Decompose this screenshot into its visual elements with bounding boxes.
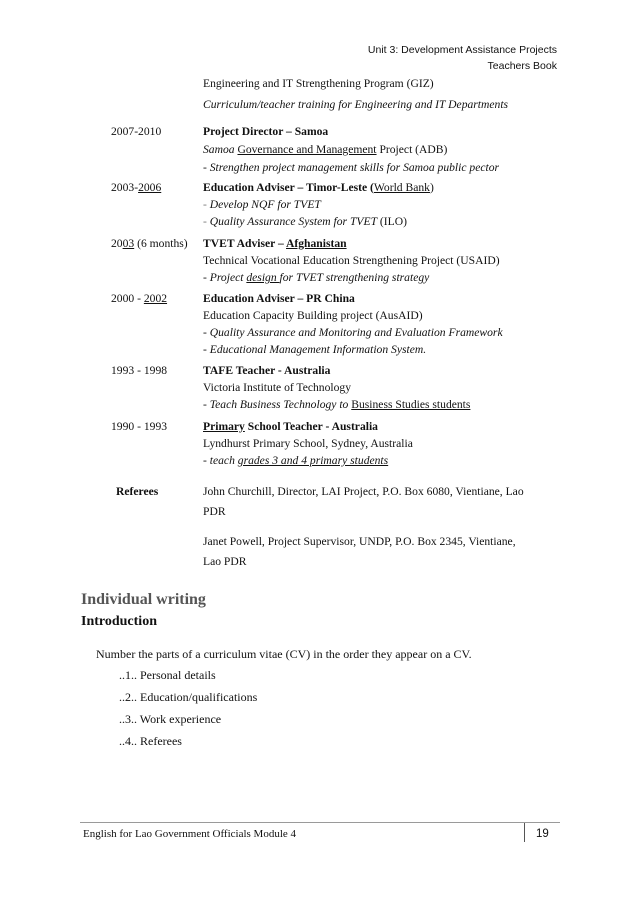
footer-page-separator <box>524 823 525 842</box>
china-task-2: - Educational Management Information System. <box>203 343 427 356</box>
header-book-title: Teachers Book <box>487 60 557 72</box>
timor-task-2 <box>203 215 407 229</box>
referee-1-line-1: John Churchill, Director, LAI Project, P.O. Box 6080, Vientiane, Lao <box>203 485 524 498</box>
samoa-title: Project Director – Samoa <box>203 125 329 138</box>
china-task-1: - Quality Assurance and Monitoring and Evaluation Framework <box>203 326 503 339</box>
china-title: Education Adviser – PR China <box>203 292 355 305</box>
timor-task-1 <box>203 198 321 212</box>
referee-2-line-2: Lao PDR <box>203 555 247 568</box>
tafe-date: 1993 - 1998 <box>111 364 168 377</box>
giz-program: Engineering and IT Strengthening Program (GIZ) <box>203 77 434 90</box>
afghan-title-main: TVET Adviser – <box>203 237 287 250</box>
footer-text: English for Lao Government Officials Module 4 <box>83 828 297 840</box>
afghan-task-a: - Project <box>203 271 247 284</box>
section-heading: Individual writing <box>81 591 206 608</box>
instruction: Number the parts of a curriculum vitae (CV) in the order they appear on a CV. <box>96 647 472 661</box>
referees-label: Referees <box>116 485 159 498</box>
timor-title <box>203 181 434 195</box>
china-date-b: 2002 <box>143 292 168 305</box>
list-item: ..1.. Personal details <box>119 668 216 682</box>
tafe-org: Victoria Institute of Technology <box>203 381 351 394</box>
china-org: Education Capacity Building project (AusAID) <box>203 309 423 322</box>
china-date <box>111 292 167 306</box>
timor-dash-1: - <box>203 198 207 211</box>
referee-1-line-2: PDR <box>203 505 226 518</box>
afghan-task-b: design <box>246 271 280 284</box>
afghan-date-b: 03 <box>122 237 135 250</box>
samoa-org <box>203 143 447 157</box>
tafe-task <box>203 398 470 412</box>
list-item: ..4.. Referees <box>119 734 182 748</box>
footer-divider <box>80 822 560 823</box>
timor-task-2-org: (ILO) <box>377 215 407 228</box>
primary-task-a: - teach <box>203 454 238 467</box>
list-item: ..2.. Education/qualifications <box>119 690 258 704</box>
primary-title <box>203 420 378 434</box>
timor-title-main: Education Adviser – Timor-Leste ( <box>203 181 374 194</box>
primary-date: 1990 - 1993 <box>111 420 168 433</box>
tafe-title: TAFE Teacher - Australia <box>203 364 331 377</box>
samoa-org-tail: Project (ADB) <box>376 143 448 156</box>
timor-date-end: 2006 <box>138 181 162 194</box>
afghan-title-country: Afghanistan <box>286 237 347 250</box>
list-item: ..3.. Work experience <box>119 712 222 726</box>
timor-title-close: ) <box>429 181 434 194</box>
giz-task: Curriculum/teacher training for Engineering and IT Departments <box>203 98 509 111</box>
samoa-org-link: Governance and Management <box>237 143 377 156</box>
afghan-date-c: (6 months) <box>134 237 188 250</box>
timor-task-1-text: Develop NQF for TVET <box>206 198 321 211</box>
afghan-date <box>111 237 188 251</box>
afghan-title <box>203 237 347 251</box>
section-subheading: Introduction <box>81 614 157 629</box>
tafe-task-a: - Teach Business Technology to <box>203 398 352 411</box>
afghan-org: Technical Vocational Education Strengthening Project (USAID) <box>203 254 500 267</box>
samoa-date: 2007-2010 <box>111 125 162 138</box>
primary-task-b: grades 3 and 4 primary students <box>237 454 389 467</box>
samoa-org-country: Samoa <box>203 143 238 156</box>
primary-title-b: School Teacher - Australia <box>244 420 378 433</box>
timor-title-org: World Bank <box>373 181 430 194</box>
referee-2-line-1: Janet Powell, Project Supervisor, UNDP, P.O. Box 2345, Vientiane, <box>203 535 516 548</box>
afghan-task <box>203 271 429 285</box>
primary-task <box>203 454 388 468</box>
samoa-task: - Strengthen project management skills for Samoa public pector <box>203 161 500 174</box>
header-unit-title: Unit 3: Development Assistance Projects <box>367 44 557 56</box>
primary-org: Lyndhurst Primary School, Sydney, Australia <box>203 437 413 450</box>
timor-date-start: 2003- <box>111 181 139 194</box>
tafe-task-b: Business Studies students <box>351 398 471 411</box>
primary-title-a: Primary <box>203 420 245 433</box>
afghan-date-a: 20 <box>111 237 123 250</box>
timor-date <box>111 181 161 195</box>
afghan-task-c: for TVET strengthening strategy <box>279 271 430 284</box>
page-number: 19 <box>536 828 549 840</box>
timor-task-2-text: Quality Assurance System for TVET <box>206 215 378 228</box>
timor-dash-2: - <box>203 215 207 228</box>
china-date-a: 2000 - <box>111 292 144 305</box>
